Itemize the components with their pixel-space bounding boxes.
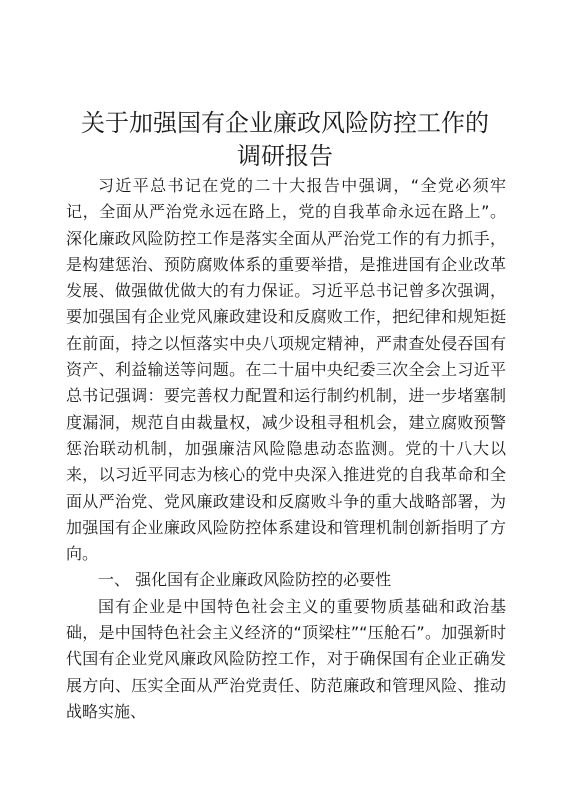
document-title-line-1: 关于加强国有企业廉政风险防控工作的 [81, 109, 489, 137]
document-body [66, 173, 506, 725]
body-paragraph-2: 国有企业是中国特色社会主义的重要物质基础和政治基础，是中国特色社会主义经济的“顶梁柱”“压舱石”。加强新时代国有企业党风廉政风险防控工作，对于确保国有企业正确发展方向、压实全面从严治党责任、防范廉政和管理风险、推动战略实施、 [66, 596, 506, 721]
body-paragraph-1: 习近平总书记在党的二十大报告中强调，“全党必须牢记，全面从严治党永远在路上，党的自我革命永远在路上”。深化廉政风险防控工作是落实全面从严治党工作的有力抓手，是构建惩治、预防腐败体系的重要举措，是推进国有企业改革发展、做强做优做大的有力保证。习近平总书记曾多次强调，要加强国有企业党风廉政建设和反腐败工作，把纪律和规矩挺在前面，持之以恒落实中央八项规定精神，严肃查处侵吞国有资产、利益输送等问题。在二十届中央纪委三次全会上习近平总书记强调：要完善权力配置和运行制约机制，进一步堵塞制度漏洞，规范自由裁量权，减少设租寻租机会，建立腐败预警惩治联动机制，加强廉洁风险隐患动态监测。党的十八大以来，以习近平同志为核心的党中央深入推进党的自我革命和全面从严治党、党风廉政建设和反腐败斗争的重大战略部署，为加强国有企业廉政风险防控体系建设和管理机制创新指明了方向。 [66, 176, 506, 564]
section-heading-1: 一、 强化国有企业廉政风险防控的必要性 [98, 570, 392, 590]
document-title-line-2: 调研报告 [237, 142, 333, 170]
